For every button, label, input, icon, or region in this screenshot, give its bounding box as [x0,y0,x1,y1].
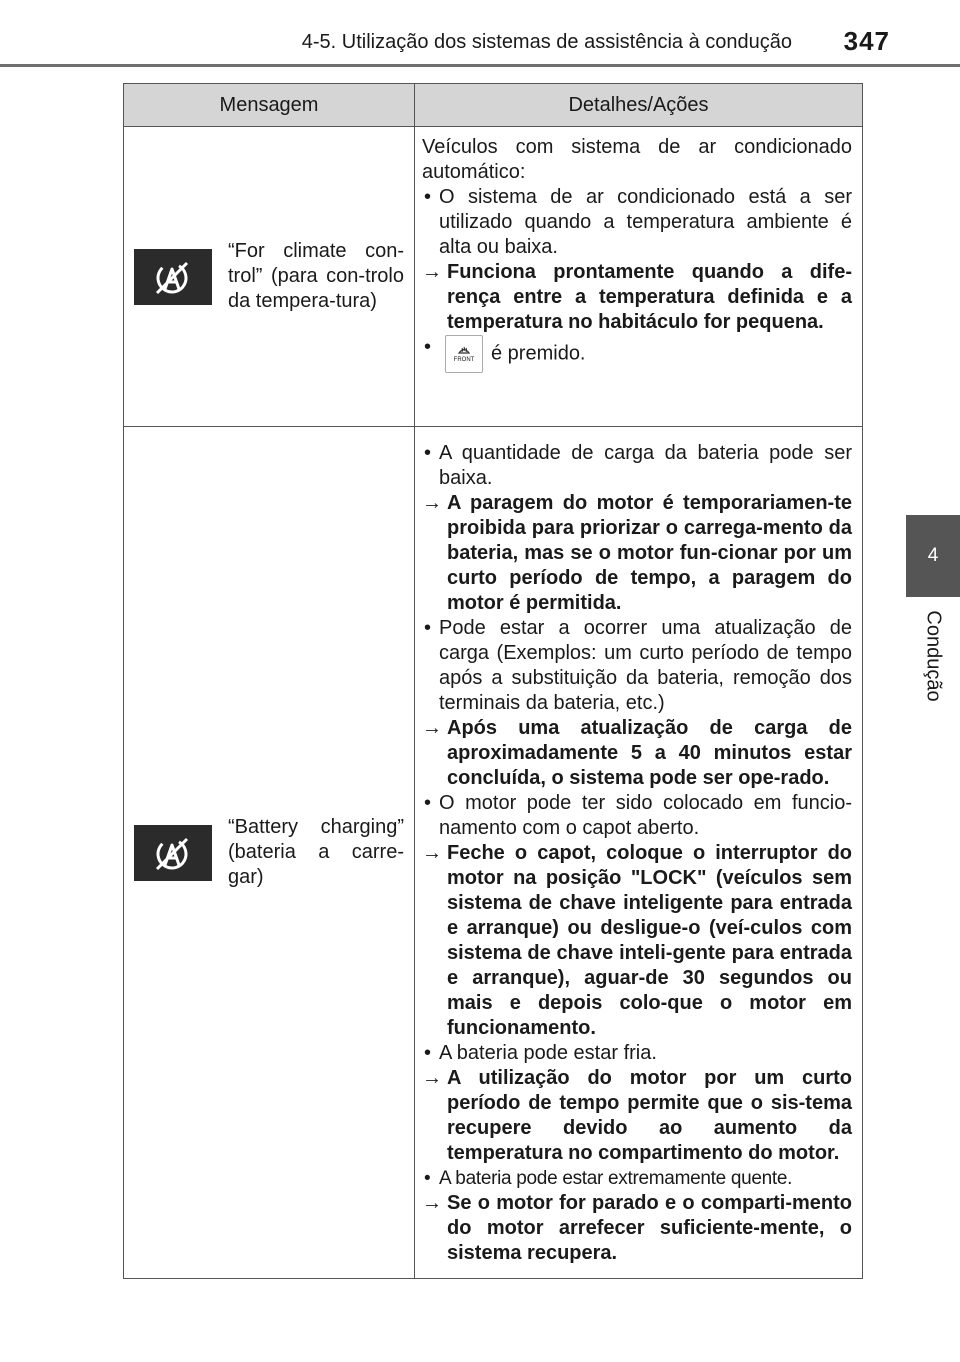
column-header-details: Detalhes/Ações [415,84,863,127]
section-title: 4-5. Utilização dos sistemas de assistência à condução [301,31,792,53]
action-item: → Funciona prontamente quando a dife-rença entre a temperatura definida e a temperatura no habitáculo for pequena. [422,260,852,335]
chapter-tab [906,515,960,597]
bullet-item: • O sistema de ar condicionado está a ser utilizado quando a temperatura ambiente é alta ou baixa. [422,185,852,260]
front-button-label: • FRONT [453,356,475,363]
stop-start-warning-icon [134,825,212,881]
bullet-text: é premido. [491,342,586,365]
action-item: → A paragem do motor é temporariamen-te proibida para priorizar o carrega-mento da bateria, mas se o motor fun-cionar por um curto período de tempo, a paragem do motor é permitida. [422,491,852,616]
bullet-item [422,335,852,373]
details-cell [415,427,863,1279]
table-row [124,127,863,427]
message-text: “For climate con-trol” (para con-trolo da tempera-tura) [228,240,404,312]
table-header-row [124,84,863,127]
bullet-item: • A quantidade de carga da bateria pode ser baixa. [422,441,852,491]
bullet-item: • A bateria pode estar extremamente quente. [422,1166,852,1191]
table-row [124,427,863,1279]
column-header-message: Mensagem [124,84,415,127]
action-item: → A utilização do motor por um curto período de tempo permite que o sis-tema recupere devido ao aumento da temperatura no compartimento do motor. [422,1066,852,1166]
chapter-label: Condução [922,610,945,702]
bullet-item: • Pode estar a ocorrer uma atualização de carga (Exemplos: um curto período de tempo após a substituição da bateria, remoção dos terminais da bateria, etc.) [422,616,852,716]
message-table [123,83,863,1279]
header-divider [0,64,960,67]
bullet-item: • A bateria pode estar fria. [422,1041,852,1066]
stop-start-warning-icon [134,249,212,305]
action-item: → Se o motor for parado e o comparti-mento do motor arrefecer suficiente-mente, o sistema recupera. [422,1191,852,1266]
action-item: → Após uma atualização de carga de aproximadamente 5 a 40 minutos estar concluída, o sistema pode ser ope-rado. [422,716,852,791]
page-number: 347 [843,26,890,56]
bullet-item: • O motor pode ter sido colocado em funcio-namento com o capot aberto. [422,791,852,841]
details-intro: Veículos com sistema de ar condicionado automático: [422,136,852,183]
message-text: “Battery charging” (bateria a carre-gar) [228,816,404,888]
message-cell [124,427,415,1279]
message-cell [124,127,415,427]
details-cell [415,127,863,427]
front-defroster-button-icon [445,335,483,373]
chapter-number: 4 [927,545,939,566]
action-item: → Feche o capot, coloque o interruptor do motor na posição "LOCK" (veículos sem sistema de chave inteligente para entrada e arranque) ou desligue-o (veí-culos com sistema de chave inteli-gente para entrada e arranque), aguar-de 30 segundos ou mais e depois colo-que o motor em funcionamento. [422,841,852,1041]
